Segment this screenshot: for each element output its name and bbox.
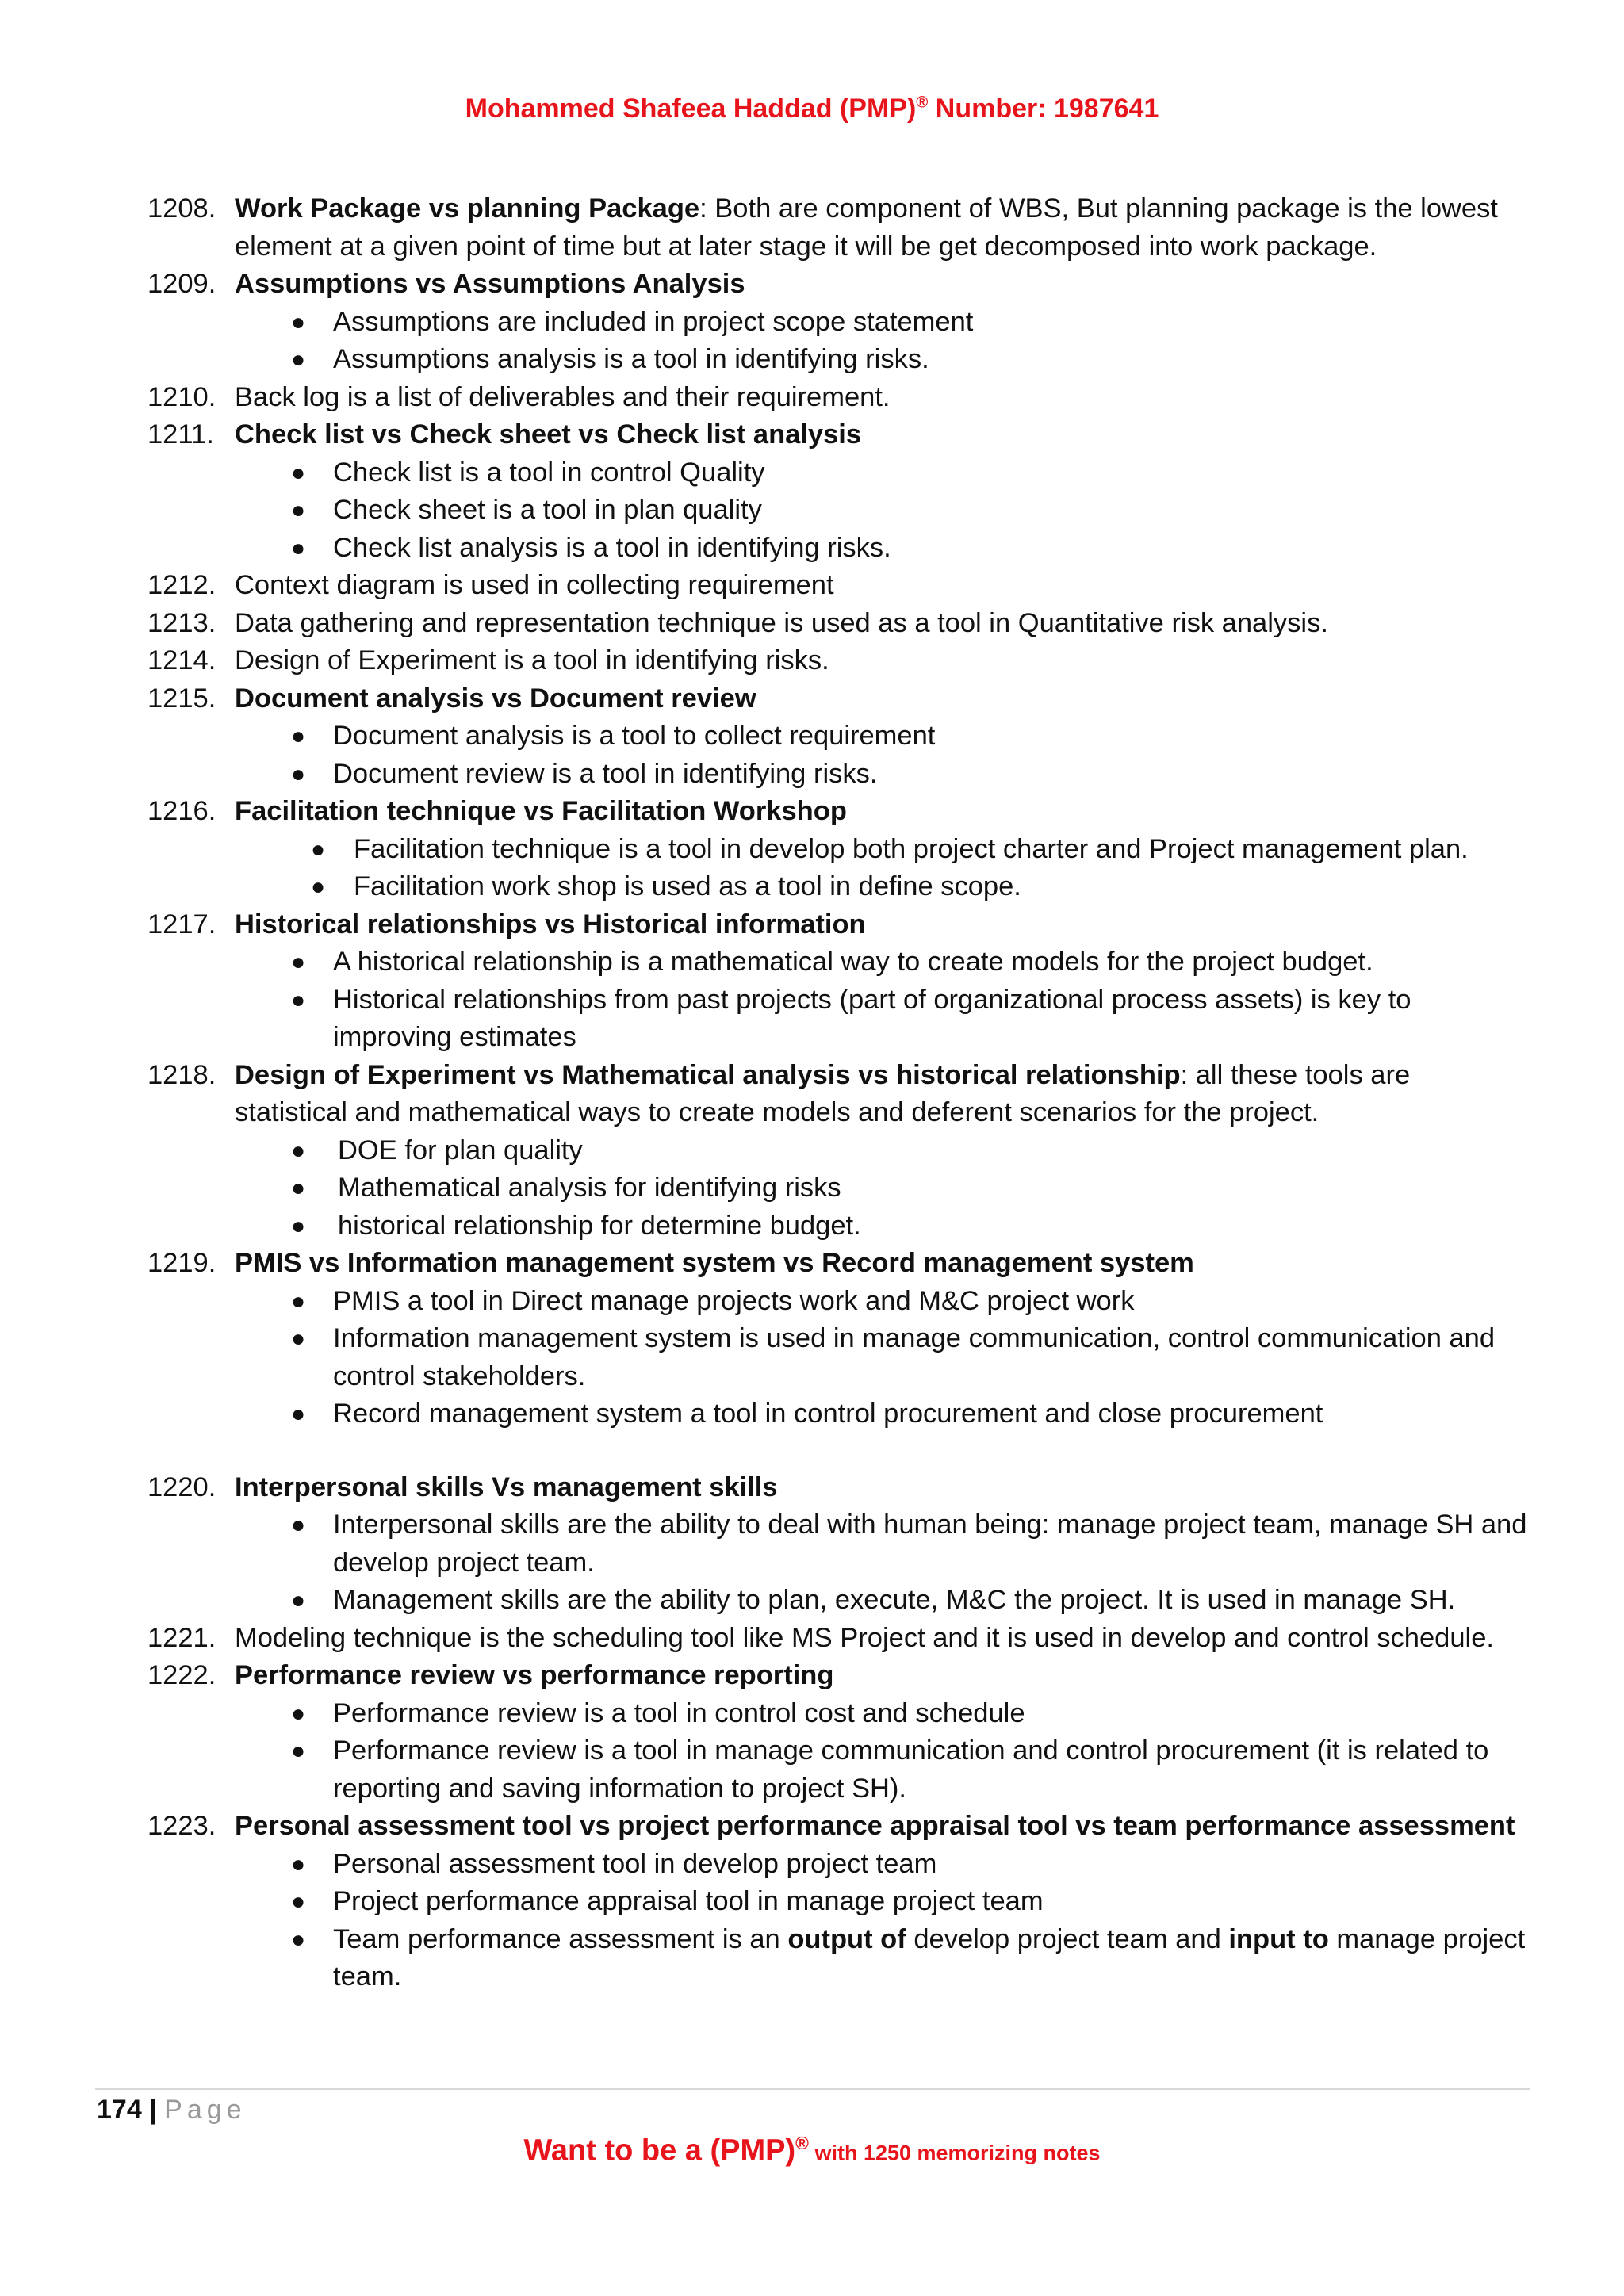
list-item: ● Check sheet is a tool in plan quality bbox=[147, 492, 1527, 530]
bullet-icon: ● bbox=[291, 534, 306, 561]
note-1214 bbox=[147, 642, 1527, 680]
bullet-icon: ● bbox=[291, 1401, 306, 1427]
note-1212 bbox=[147, 567, 1527, 605]
note-1215 bbox=[147, 680, 1527, 718]
note-1223 bbox=[147, 1808, 1527, 1846]
note-1213 bbox=[147, 605, 1527, 643]
note-1211 bbox=[147, 416, 1527, 454]
note-number: 1220. bbox=[147, 1471, 216, 1502]
note-heading: Interpersonal skills Vs management skills bbox=[235, 1471, 778, 1502]
list-item: ● Performance review is a tool in control cost and schedule bbox=[147, 1695, 1527, 1733]
bullet-list bbox=[147, 831, 1527, 906]
bullet-icon: ● bbox=[291, 497, 306, 523]
note-heading: Performance review vs performance reporting bbox=[235, 1660, 834, 1690]
bullet-icon: ● bbox=[311, 836, 326, 863]
note-1209 bbox=[147, 266, 1527, 304]
bullet-icon: ● bbox=[291, 1288, 306, 1314]
note-number: 1223. bbox=[147, 1811, 216, 1841]
list-item: ● Mathematical analysis for identifying risks bbox=[147, 1169, 1527, 1207]
bullet-icon: ● bbox=[311, 874, 326, 900]
note-heading: Facilitation technique vs Facilitation Workshop bbox=[235, 796, 847, 826]
bullet-list bbox=[147, 1132, 1527, 1246]
bullet-icon: ● bbox=[291, 1212, 306, 1239]
list-item: ● Facilitation work shop is used as a tool in define scope. bbox=[147, 868, 1527, 906]
bullet-icon: ● bbox=[291, 1175, 306, 1201]
list-item: ● PMIS a tool in Direct manage projects work and M&C project work bbox=[147, 1283, 1527, 1321]
list-item: ● Record management system a tool in control procurement and close procurement bbox=[147, 1395, 1527, 1433]
note-number: 1209. bbox=[147, 269, 216, 299]
note-heading: Design of Experiment vs Mathematical analysis vs historical relationship bbox=[235, 1059, 1181, 1090]
footer-registered-mark: ® bbox=[795, 2133, 809, 2153]
page-separator: | bbox=[141, 2095, 165, 2125]
note-1222 bbox=[147, 1657, 1527, 1695]
note-number: 1216. bbox=[147, 796, 216, 826]
bullet-icon: ● bbox=[291, 949, 306, 975]
note-number: 1214. bbox=[147, 645, 216, 675]
bullet-icon: ● bbox=[291, 1326, 306, 1352]
list-item: ● Check list analysis is a tool in identifying risks. bbox=[147, 530, 1527, 568]
note-1217 bbox=[147, 906, 1527, 944]
note-1208 bbox=[147, 190, 1527, 266]
list-item: ● DOE for plan quality bbox=[147, 1132, 1527, 1170]
note-1216 bbox=[147, 793, 1527, 831]
note-heading: PMIS vs Information management system vs Record management system bbox=[235, 1248, 1194, 1278]
note-1221 bbox=[147, 1620, 1527, 1658]
bullet-icon: ● bbox=[291, 1587, 306, 1613]
list-item: ● Facilitation technique is a tool in develop both project charter and Project management plan. bbox=[147, 831, 1527, 869]
note-number: 1218. bbox=[147, 1059, 216, 1090]
list-item: ● Team performance assessment is an output of develop project team and input to manage project team. bbox=[147, 1921, 1527, 1996]
footer-small: with 1250 memorizing notes bbox=[808, 2141, 1101, 2165]
header-number: Number: 1987641 bbox=[928, 94, 1159, 124]
list-item: ● Project performance appraisal tool in manage project team bbox=[147, 1883, 1527, 1921]
bullet-icon: ● bbox=[291, 1850, 306, 1877]
note-text: Context diagram is used in collecting requirement bbox=[235, 570, 834, 600]
bullet-icon: ● bbox=[291, 1700, 306, 1727]
note-text: Data gathering and representation technique is used as a tool in Quantitative risk analysis. bbox=[235, 607, 1328, 638]
note-heading: Check list vs Check sheet vs Check list analysis bbox=[235, 419, 862, 450]
page-number bbox=[97, 2095, 247, 2126]
bullet-list bbox=[147, 304, 1527, 379]
page-header bbox=[0, 94, 1624, 124]
note-number: 1213. bbox=[147, 607, 216, 638]
note-heading: Historical relationships vs Historical information bbox=[235, 909, 866, 939]
note-1220 bbox=[147, 1469, 1527, 1507]
list-item: ● Personal assessment tool in develop project team bbox=[147, 1846, 1527, 1884]
note-text: Modeling technique is the scheduling tool like MS Project and it is used in develop and control schedule. bbox=[235, 1622, 1494, 1653]
note-number: 1211. bbox=[147, 419, 214, 450]
note-heading: Assumptions vs Assumptions Analysis bbox=[235, 269, 745, 299]
list-item: ● Document review is a tool in identifying risks. bbox=[147, 756, 1527, 794]
list-item: ● Performance review is a tool in manage communication and control procurement (it is related to reporting and saving information to project SH). bbox=[147, 1732, 1527, 1808]
note-number: 1217. bbox=[147, 909, 216, 939]
note-1210 bbox=[147, 379, 1527, 417]
bullet-icon: ● bbox=[291, 986, 306, 1013]
note-heading: Personal assessment tool vs project performance appraisal tool vs team performance assessment bbox=[235, 1811, 1515, 1841]
bullet-list bbox=[147, 718, 1527, 793]
list-item: ● Information management system is used in manage communication, control communication and control stakeholders. bbox=[147, 1320, 1527, 1395]
bullet-icon: ● bbox=[291, 1738, 306, 1764]
note-1219 bbox=[147, 1245, 1527, 1283]
note-text: : Both are component of WBS, But planning package is the lowest element at a given point of time but at later stage it will be get decomposed into work package. bbox=[235, 193, 1498, 262]
notes-content bbox=[147, 190, 1527, 1996]
list-item: ● Check list is a tool in control Quality bbox=[147, 454, 1527, 492]
bullet-icon: ● bbox=[291, 1137, 306, 1164]
bullet-icon: ● bbox=[291, 459, 306, 486]
header-title: Mohammed Shafeea Haddad (PMP) bbox=[465, 94, 917, 124]
bullet-icon: ● bbox=[291, 346, 306, 373]
note-heading: Work Package vs planning Package bbox=[235, 193, 700, 224]
note-number: 1215. bbox=[147, 683, 216, 714]
spacer bbox=[147, 1433, 1527, 1469]
bullet-icon: ● bbox=[291, 1512, 306, 1538]
list-item: ● Document analysis is a tool to collect requirement bbox=[147, 718, 1527, 756]
bullet-list bbox=[147, 1695, 1527, 1808]
note-heading: Document analysis vs Document review bbox=[235, 683, 756, 714]
list-item: ● Assumptions are included in project scope statement bbox=[147, 304, 1527, 342]
list-item: ● Historical relationships from past projects (part of organizational process assets) is key to improving estimates bbox=[147, 982, 1527, 1057]
bullet-list bbox=[147, 943, 1527, 1057]
note-text: Design of Experiment is a tool in identifying risks. bbox=[235, 645, 829, 675]
bullet-icon: ● bbox=[291, 1926, 306, 1953]
registered-mark: ® bbox=[916, 94, 929, 112]
footer-divider bbox=[95, 2088, 1530, 2090]
note-number: 1208. bbox=[147, 193, 216, 224]
note-number: 1219. bbox=[147, 1248, 216, 1278]
footer-note bbox=[0, 2133, 1624, 2168]
bullet-icon: ● bbox=[291, 723, 306, 749]
note-number: 1221. bbox=[147, 1622, 216, 1653]
note-1218 bbox=[147, 1057, 1527, 1132]
footer-main: Want to be a (PMP) bbox=[523, 2133, 796, 2168]
list-item: ● historical relationship for determine budget. bbox=[147, 1207, 1527, 1246]
note-number: 1222. bbox=[147, 1660, 216, 1690]
list-item: ● Assumptions analysis is a tool in identifying risks. bbox=[147, 341, 1527, 379]
note-text: Back log is a list of deliverables and their requirement. bbox=[235, 381, 891, 412]
bullet-list bbox=[147, 1506, 1527, 1620]
bullet-list bbox=[147, 1283, 1527, 1433]
note-number: 1210. bbox=[147, 381, 216, 412]
bullet-list bbox=[147, 454, 1527, 568]
list-item: ● A historical relationship is a mathematical way to create models for the project budget. bbox=[147, 943, 1527, 982]
note-number: 1212. bbox=[147, 570, 216, 600]
page-number-value: 174 bbox=[97, 2095, 142, 2125]
bullet-icon: ● bbox=[291, 760, 306, 787]
list-item: ● Management skills are the ability to plan, execute, M&C the project. It is used in manage SH. bbox=[147, 1582, 1527, 1620]
bullet-icon: ● bbox=[291, 308, 306, 335]
list-item: ● Interpersonal skills are the ability to deal with human being: manage project team, manage SH and develop project team. bbox=[147, 1506, 1527, 1582]
bullet-icon: ● bbox=[291, 1888, 306, 1915]
note-text: : all these tools are statistical and mathematical ways to create models and deferent scenarios for the project. bbox=[235, 1059, 1411, 1127]
bullet-list bbox=[147, 1846, 1527, 1996]
page-label: Page bbox=[164, 2095, 247, 2125]
